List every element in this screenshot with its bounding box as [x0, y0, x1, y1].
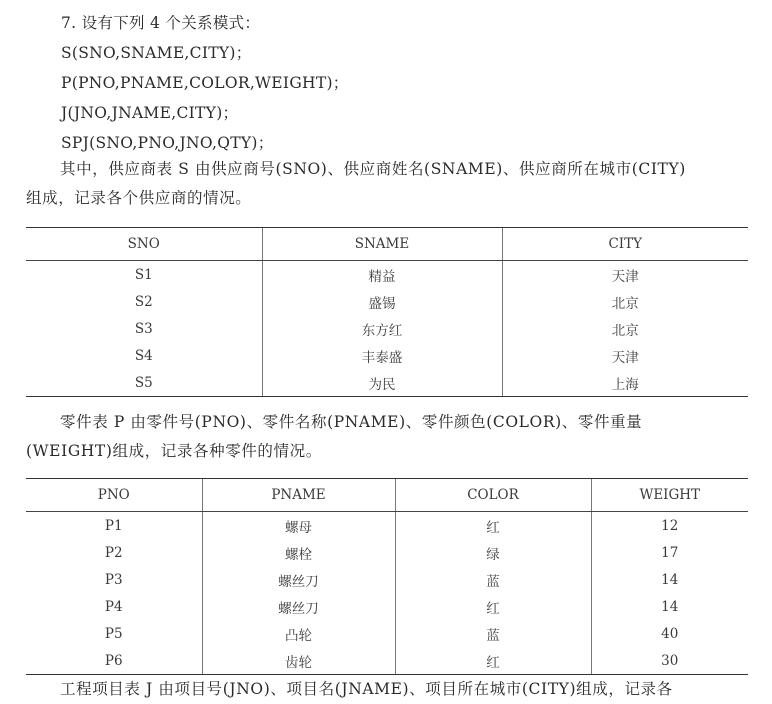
column-header: PNAME — [202, 479, 395, 512]
table-row — [26, 288, 748, 315]
supplier-table — [26, 227, 748, 397]
table-cell: 东方红 — [262, 315, 502, 342]
table-cell: 凸轮 — [202, 620, 395, 647]
table-row — [26, 620, 748, 647]
table-row — [26, 512, 748, 540]
table-cell: 螺丝刀 — [202, 566, 395, 593]
column-header: COLOR — [395, 479, 591, 512]
table-cell: 14 — [591, 566, 748, 593]
paragraph-p-line2: (WEIGHT)组成，记录各种零件的情况。 — [26, 442, 322, 460]
table-row — [26, 566, 748, 593]
table-cell: 北京 — [502, 288, 748, 315]
schema-spj: SPJ(SNO,PNO,JNO,QTY)； — [61, 134, 274, 152]
table-cell: 螺丝刀 — [202, 593, 395, 620]
column-header: PNO — [26, 479, 202, 512]
table-cell: 天津 — [502, 342, 748, 369]
table-cell: P3 — [104, 571, 123, 588]
schema-s: S(SNO,SNAME,CITY)； — [61, 44, 252, 62]
table-cell: 盛锡 — [262, 288, 502, 315]
table-cell: 绿 — [395, 539, 591, 566]
table-cell: 北京 — [502, 315, 748, 342]
table-cell: S5 — [26, 369, 262, 397]
table-row — [26, 315, 748, 342]
parts-table — [26, 478, 748, 675]
paragraph-j — [26, 675, 748, 704]
table-row — [26, 539, 748, 566]
table-cell: 天津 — [502, 261, 748, 289]
schema-p: P(PNO,PNAME,COLOR,WEIGHT)； — [61, 74, 349, 92]
table-cell: 红 — [395, 647, 591, 675]
table-cell: 40 — [591, 620, 748, 647]
table-cell: 蓝 — [395, 620, 591, 647]
table-cell: 蓝 — [395, 566, 591, 593]
table-cell: 精益 — [262, 261, 502, 289]
paragraph-p — [26, 408, 748, 466]
table-cell: 齿轮 — [202, 647, 395, 675]
table-cell: P1 — [104, 517, 123, 534]
table-cell: 12 — [591, 512, 748, 540]
paragraph-j-line1: 工程项目表 J 由项目号(JNO)、项目名(JNAME)、项目所在城市(CITY)组成，记录各 — [60, 680, 673, 698]
table-cell: 丰泰盛 — [262, 342, 502, 369]
table-header-row — [26, 479, 748, 512]
schema-j: J(JNO,JNAME,CITY)； — [61, 104, 239, 122]
column-header: SNO — [26, 228, 262, 261]
table-cell: P6 — [26, 647, 202, 675]
table-cell: P5 — [104, 625, 123, 642]
table-cell: 为民 — [262, 369, 502, 397]
table-cell: 螺母 — [202, 512, 395, 540]
table-cell: P2 — [104, 544, 123, 561]
column-header: WEIGHT — [591, 479, 748, 512]
table-row — [26, 593, 748, 620]
table-row — [26, 369, 748, 397]
table-cell: 螺栓 — [202, 539, 395, 566]
table-row — [26, 261, 748, 289]
table-cell: 上海 — [502, 369, 748, 397]
table-cell: S3 — [134, 320, 153, 337]
table-cell: 红 — [395, 512, 591, 540]
column-header: CITY — [502, 228, 748, 261]
table-cell: S1 — [134, 266, 153, 283]
table-cell: S2 — [134, 293, 153, 310]
paragraph-s — [26, 155, 748, 213]
table-cell: S4 — [134, 347, 153, 364]
table-cell: 14 — [591, 593, 748, 620]
table-header-row — [26, 228, 748, 261]
question-heading: 7. 设有下列 4 个关系模式： — [61, 14, 261, 32]
table-cell: 30 — [591, 647, 748, 675]
table-cell: P4 — [104, 598, 123, 615]
paragraph-s-line2: 组成，记录各个供应商的情况。 — [26, 189, 252, 207]
table-cell: 17 — [591, 539, 748, 566]
table-cell: 红 — [395, 593, 591, 620]
column-header: SNAME — [262, 228, 502, 261]
paragraph-s-line1: 其中，供应商表 S 由供应商号(SNO)、供应商姓名(SNAME)、供应商所在城市(CITY) — [60, 160, 686, 178]
paragraph-p-line1: 零件表 P 由零件号(PNO)、零件名称(PNAME)、零件颜色(COLOR)、零件重量 — [60, 413, 643, 431]
table-row — [26, 342, 748, 369]
table-row — [26, 647, 748, 675]
